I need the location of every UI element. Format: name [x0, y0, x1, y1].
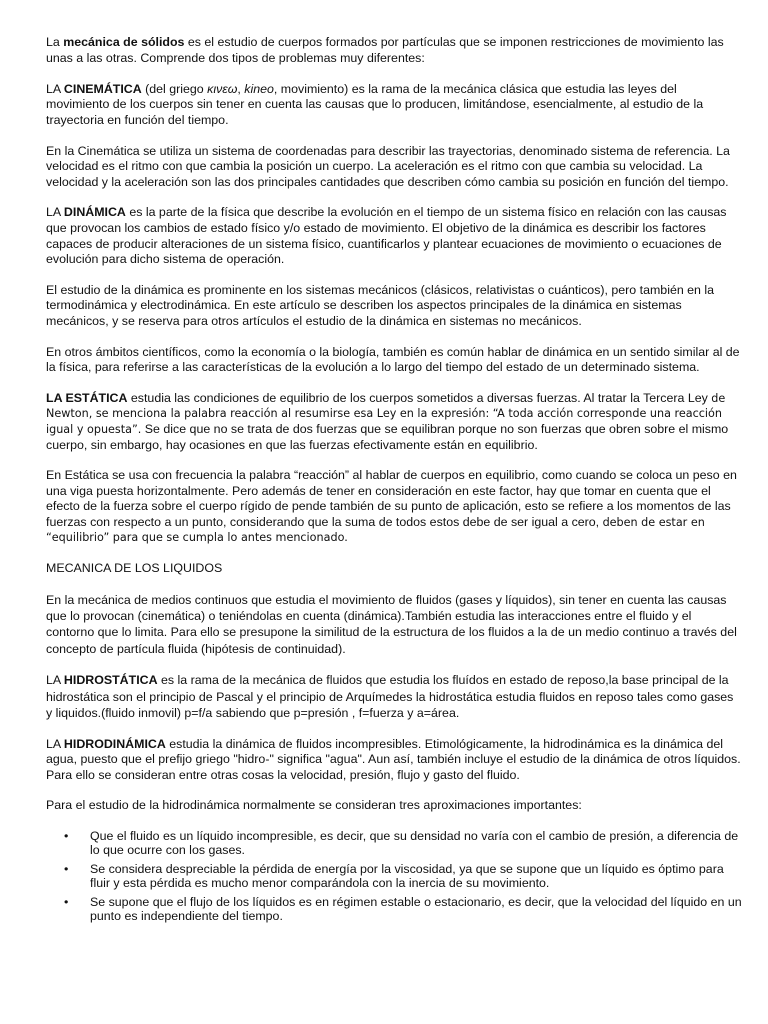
list-item-text: Que el fluido es un líquido incompresible, es decir, que su densidad no varía con el cambio de presión, a diferencia de lo que ocurre con los gases. — [90, 828, 739, 858]
cinematica-paragraph — [46, 82, 742, 129]
estatica-detail-paragraph — [46, 468, 742, 546]
text-run: La — [46, 35, 64, 49]
text-run: LA — [46, 81, 64, 96]
list-item — [64, 828, 742, 858]
dinamica-systems-paragraph: El estudio de la dinámica es prominente en los sistemas mecánicos (clásicos, relativistas o cuánticos), pero también en la termodinámica y electrodinámica. En este artículo se describen los aspectos principales de la dinámica en sistemas mecánicos, y se reserva para otros artículos el estudio de la dinámica en sistemas no mecánicos. — [46, 282, 715, 328]
text-run: LA — [46, 205, 64, 220]
dinamica-paragraph — [46, 205, 742, 267]
hidrodinamica-paragraph — [46, 737, 742, 784]
intro-paragraph — [46, 34, 742, 67]
list-item — [64, 894, 742, 924]
term-hidrostatica: HIDROSTÁTICA — [63, 673, 158, 688]
dinamica-other-fields-paragraph: En otros ámbitos científicos, como la economía o la biología, también es común hablar de dinámica en un sentido similar al de la física, para referirse a las características de la evolución a lo largo del tiempo del estado de un determinado sistema. — [46, 344, 740, 375]
equilibrio-run: deben de estar en “equilibrio” para que se cumpla lo antes mencionado. — [46, 515, 705, 545]
list-item-text: Se considera despreciable la pérdida de energía por la viscosidad, ya que se supone que un líquido es óptimo para fluir y esta pérdida es mucho menor comparándola con la inercia de su movimiento. — [90, 861, 724, 891]
text-run: es la parte de la física que describe la evolución en el tiempo de un sistema físico en relación con las causas que provocan los cambios de estado físico y/o estado de movimiento. El objetivo de la dinámica es describir los factores capaces de producir alteraciones de un sistema físico, cuantificarlos y plantear ecuaciones de movimiento o ecuaciones de evolución para dicho sistema de operación. — [46, 205, 727, 267]
latin-word: kineo — [244, 81, 274, 96]
text-run: estudia las condiciones de equilibrio de los cuerpos sometidos a diversas fuerzas. Al tratar la Tercera Ley — [127, 390, 712, 405]
text-run: (del griego — [141, 81, 208, 96]
text-run: es la rama de la mecánica de fluidos que estudia los fluídos en estado de reposo,la base principal de la hidrostática son el principio de Pascal y el principio de Arquímedes la hidrostática estudia fluidos en reposo tales como gases y liquidos.(fluido inmovil) p=f/a sabiendo que p=presión , f=fuerza y a=área. — [46, 673, 734, 721]
bullet-icon: • — [64, 861, 69, 876]
bullet-icon: • — [64, 828, 69, 843]
text-run: En Estática se usa con frecuencia la palabra “reacción” al hablar de cuerpos en equilibrio, como cuando se coloca un peso en una viga puesta horizontalmente. Pero además de tener en consideración en este factor, hay que tomar en cuenta que el efecto de la fuerza sobre el cuerpo rígido de pende también de su punto de aplicación, esto se refiere a los momentos de las fuerzas con respecto a un punto, considerando que la suma de todos estos debe de ser igual a cero, — [46, 468, 737, 529]
text-run: LA — [46, 673, 64, 688]
estatica-paragraph — [46, 391, 742, 453]
list-item-text: Se supone que el flujo de los líquidos es en régimen estable o estacionario, es decir, que la velocidad del líquido en un punto es independiente del tiempo. — [90, 894, 742, 923]
text-run: estudia la dinámica de fluidos incompresibles. Etimológicamente, la hidrodinámica es la dinámica del agua, puesto que el prefijo griego "hidro-" significa "agua". Aun así, también incluye el estudio de la dinámica de otros líquidos. Para ello se consideran entre otras cosas la velocidad, presión, flujo y gasto del fluido. — [46, 736, 741, 782]
text-run: , movimiento) es la rama de la mecánica clásica que estudia las leyes del movimiento de los cuerpos sin tener en cuenta las causas que lo producen, limitándose, esencialmente, al estudio de la trayectoria en función del tiempo. — [46, 81, 704, 127]
text-run: Se dice que no se trata de dos fuerzas que se equilibran porque no son fuerzas que obren sobre el mismo cuerpo, sin embargo, hay ocasiones en que las fuerzas efectivamente están en equilibrio. — [46, 421, 729, 452]
term-mecanica-de-solidos: mecánica de sólidos — [63, 35, 185, 49]
term-estatica: LA ESTÁTICA — [46, 390, 128, 405]
text-run: , — [237, 81, 245, 96]
term-hidrodinamica: HIDRODINÁMICA — [63, 736, 166, 751]
cinematica-detail-paragraph: En la Cinemática se utiliza un sistema de coordenadas para describir las trayectorias, denominado sistema de referencia. La velocidad es el ritmo con que cambia la posición un cuerpo. La aceleración es el ritmo con que cambia su velocidad. La velocidad y la aceleración son las dos principales cantidades que describen cómo cambia su posición en función del tiempo. — [46, 143, 730, 189]
fluidos-paragraph: En la mecánica de medios continuos que estudia el movimiento de fluidos (gases y líquidos), sin tener en cuenta las causas que lo provocan (cinemática) o teniéndolas en cuenta (dinámica).También estudia las interacciones entre el fluido y el contorno que lo limita. Para ello se presupone la similitud de la estructura de los fluidos a la de un medio continuo a través del concepto de partícula fluida (hipótesis de continuidad). — [46, 592, 737, 656]
aproximaciones-list — [46, 829, 742, 923]
section-heading: MECANICA DE LOS LIQUIDOS — [46, 561, 223, 576]
aproximaciones-intro-paragraph: Para el estudio de la hidrodinámica normalmente se consideran tres aproximaciones importantes: — [46, 798, 582, 813]
term-dinamica: DINÁMICA — [63, 205, 126, 220]
list-item — [64, 861, 742, 891]
text-run: LA — [46, 736, 64, 751]
term-cinematica: CINEMÁTICA — [63, 81, 142, 96]
greek-word: κινεω — [207, 81, 238, 96]
hidrostatica-paragraph — [46, 672, 742, 721]
newton-quote-run: de Newton, se menciona la palabra reacción al resumirse esa Ley en la expresión: “A toda acción corresponde una reacción igual y opuesta”. — [46, 391, 726, 436]
text-run: es el estudio de cuerpos formados por partículas que se imponen restricciones de movimiento las unas a las otras. Comprende dos tipos de problemas muy diferentes: — [46, 35, 724, 66]
bullet-icon: • — [64, 894, 69, 909]
